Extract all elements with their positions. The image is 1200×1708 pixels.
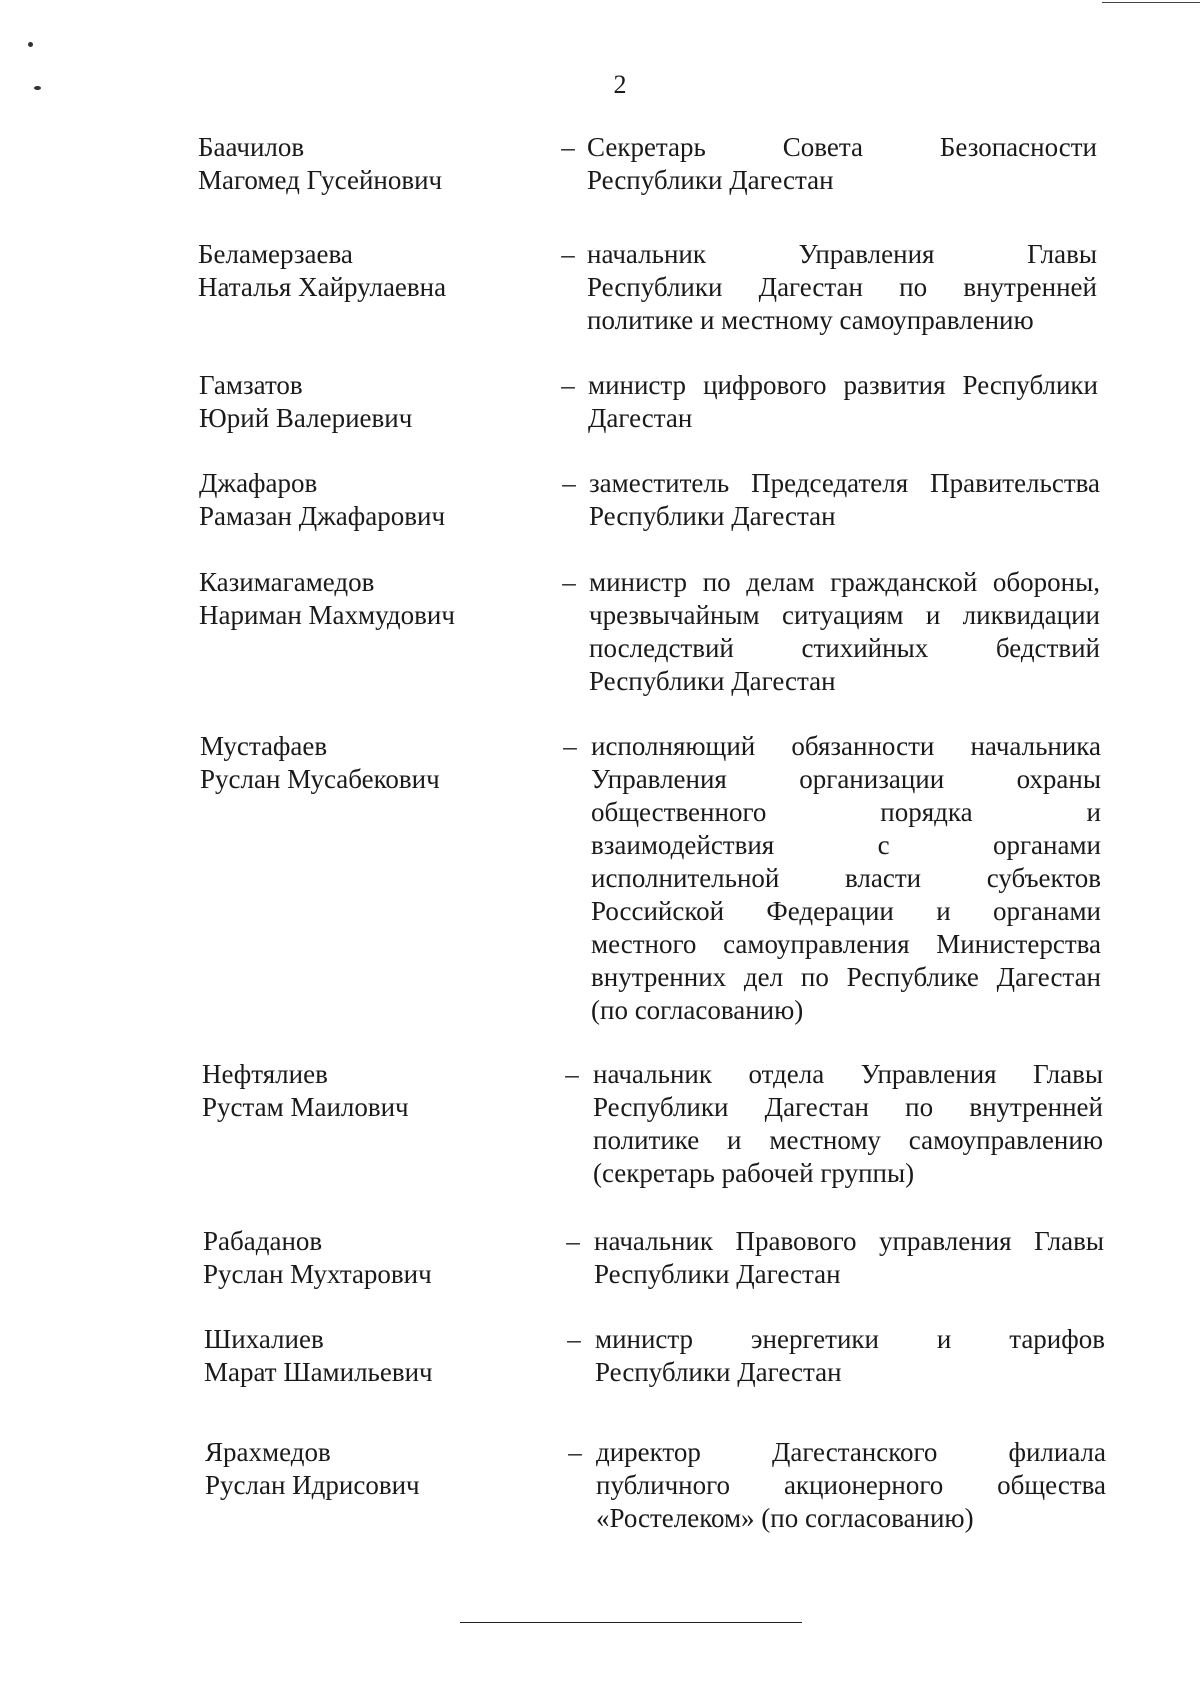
member-name [205, 1436, 535, 1502]
position-line: последствий стихийных бедствий [589, 633, 1100, 663]
dash-separator: – [562, 468, 576, 498]
dash-separator: – [561, 239, 575, 269]
member-given-name: Рамазан Джафарович [199, 501, 446, 531]
member-name [200, 730, 530, 796]
member-surname: Баачилов [198, 132, 305, 162]
position-line: Республики Дагестан [589, 501, 836, 531]
position-line: публичного акционерного общества [596, 1470, 1106, 1500]
member-name [198, 131, 528, 197]
position-line: взаимодействия с органами [591, 830, 1101, 860]
member-given-name: Магомед Гусейнович [198, 165, 443, 195]
position-line: начальник отдела Управления Главы [593, 1059, 1103, 1089]
position-line: местного самоуправления Министерства [591, 929, 1101, 959]
position-line: Российской Федерации и органами [591, 896, 1101, 926]
position-line: директор Дагестанского филиала [596, 1437, 1106, 1467]
scan-dot [28, 42, 33, 47]
position-line: политике и местному самоуправлению [593, 1125, 1103, 1155]
member-position [589, 566, 1100, 698]
position-line: (по согласованию) [591, 995, 804, 1025]
position-line: Республики Дагестан [589, 666, 836, 696]
member-name [199, 566, 529, 632]
position-line: общественного порядка и [591, 797, 1101, 827]
position-line: политике и местному самоуправлению [587, 305, 1034, 335]
dash-separator: – [563, 731, 577, 761]
scan-dot [34, 86, 41, 90]
dash-separator: – [565, 1059, 579, 1089]
member-position [595, 1323, 1105, 1389]
member-given-name: Юрий Валериевич [199, 403, 413, 433]
position-line: исполняющий обязанности начальника [591, 731, 1101, 761]
member-position [593, 1058, 1103, 1190]
member-name [199, 467, 529, 533]
dash-separator: – [562, 567, 576, 597]
member-surname: Шихалиев [204, 1324, 324, 1354]
member-position [596, 1436, 1106, 1535]
position-line: министр энергетики и тарифов [595, 1324, 1105, 1354]
member-name [198, 238, 528, 304]
position-line: Республики Дагестан [587, 165, 834, 195]
member-surname: Беламерзаева [198, 239, 353, 269]
dash-separator: – [567, 1324, 581, 1354]
member-surname: Казимагамедов [199, 567, 375, 597]
position-line: министр цифрового развития Республики [588, 370, 1098, 400]
member-name [202, 1058, 532, 1124]
member-given-name: Нариман Махмудович [199, 600, 455, 630]
position-line: Республики Дагестан по внутренней [587, 272, 1097, 302]
member-given-name: Руслан Мухтарович [203, 1259, 432, 1289]
member-given-name: Руслан Мусабекович [200, 764, 440, 794]
position-line: начальник Управления Главы [587, 239, 1097, 269]
position-line: Дагестан [588, 403, 693, 433]
scan-edge-line [1102, 2, 1200, 3]
position-line: (секретарь рабочей группы) [593, 1158, 915, 1188]
dash-separator: – [566, 1226, 580, 1256]
position-line: внутренних дел по Республике Дагестан [591, 962, 1101, 992]
member-given-name: Руслан Идрисович [205, 1470, 420, 1500]
member-surname: Нефтялиев [202, 1059, 328, 1089]
position-line: Республики Дагестан [595, 1357, 842, 1387]
member-surname: Гамзатов [199, 370, 303, 400]
dash-separator: – [561, 132, 575, 162]
position-line: Республики Дагестан [594, 1259, 841, 1289]
position-line: «Ростелеком» (по согласованию) [596, 1503, 974, 1533]
dash-separator: – [568, 1437, 582, 1467]
dash-separator: – [561, 370, 575, 400]
position-line: заместитель Председателя Правительства [589, 468, 1100, 498]
member-given-name: Марат Шамильевич [204, 1357, 433, 1387]
position-line: начальник Правового управления Главы [594, 1226, 1104, 1256]
member-name [203, 1225, 533, 1291]
member-position [587, 131, 1097, 197]
position-line: министр по делам гражданской обороны, [589, 567, 1100, 597]
position-line: Секретарь Совета Безопасности [587, 132, 1097, 162]
member-position [588, 369, 1098, 435]
member-position [591, 730, 1101, 1027]
position-line: Республики Дагестан по внутренней [593, 1092, 1103, 1122]
end-rule [460, 1622, 802, 1623]
position-line: Управления организации охраны [591, 764, 1101, 794]
member-position [589, 467, 1100, 533]
position-line: чрезвычайным ситуациям и ликвидации [589, 600, 1100, 630]
member-surname: Мустафаев [200, 731, 328, 761]
member-surname: Джафаров [199, 468, 318, 498]
member-given-name: Рустам Маилович [202, 1092, 409, 1122]
member-position [594, 1225, 1104, 1291]
member-given-name: Наталья Хайрулаевна [198, 272, 447, 302]
member-position [587, 238, 1097, 337]
member-name [204, 1323, 534, 1389]
position-line: исполнительной власти субъектов [591, 863, 1101, 893]
member-surname: Ярахмедов [205, 1437, 331, 1467]
member-name [199, 369, 529, 435]
member-surname: Рабаданов [203, 1226, 323, 1256]
page-number: 2 [613, 70, 627, 99]
